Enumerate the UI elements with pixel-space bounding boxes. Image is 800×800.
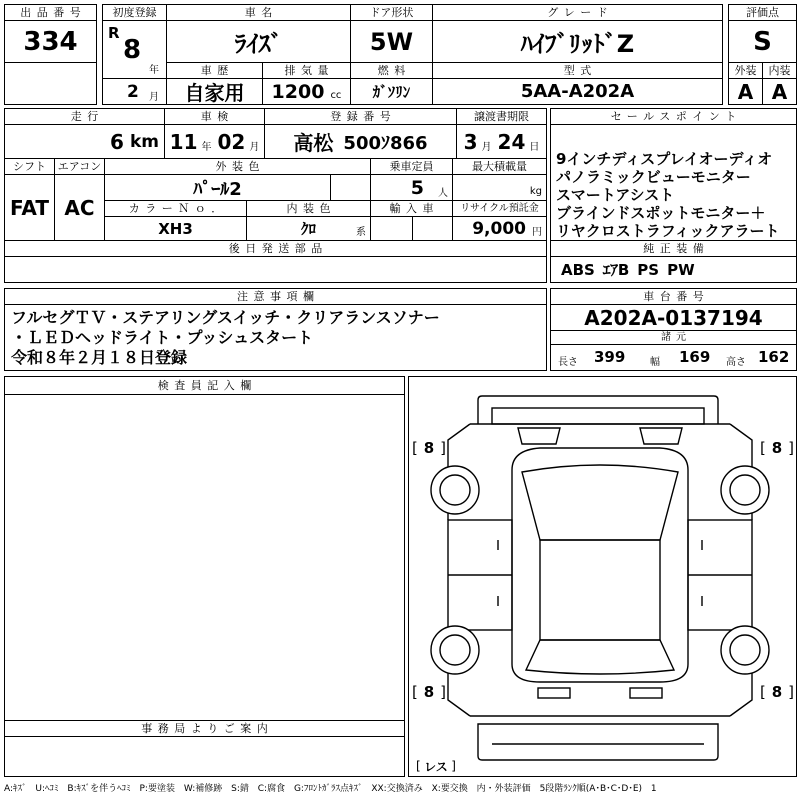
- spec-height-value: 162: [758, 348, 790, 366]
- exterior-color-value: ﾊﾟｰﾙ2: [104, 174, 331, 201]
- first-registration-year-cell: [102, 20, 167, 79]
- car-diagram: [408, 376, 797, 777]
- imported-label: 輸入車: [370, 200, 453, 217]
- inspector-notes-label: 検査員記入欄: [4, 376, 405, 395]
- transfer-deadline-month-unit: 月: [481, 142, 492, 153]
- rear-window: [526, 640, 674, 674]
- legend-item: 5段階ﾗﾝｸ順(A･B･C･D･E): [539, 784, 643, 794]
- list-item: リヤクロストラフィックアラート: [556, 222, 780, 240]
- capacity-unit: 人: [438, 188, 448, 199]
- standard-equipment-list: [550, 256, 797, 283]
- sales-points-list: [550, 124, 797, 241]
- imported-blank-cell: [412, 216, 453, 241]
- roof: [540, 540, 660, 640]
- registration-region: 高松: [293, 131, 334, 155]
- grade-value: ﾊｲﾌﾞﾘｯﾄﾞZ: [432, 20, 723, 63]
- legend-item: A:ｷｽﾞ: [4, 784, 27, 794]
- registration-number: 500ｿ866: [343, 132, 428, 154]
- inspection-month: 02: [217, 129, 246, 154]
- spare-tire-status: [ レス ]: [416, 757, 456, 775]
- lot-number-label: 出品番号: [4, 4, 97, 21]
- transfer-deadline-day: 24: [497, 129, 526, 154]
- max-load-cell: [452, 174, 547, 201]
- right-headlight: [640, 428, 682, 444]
- tire-front-left-tread: [ 8 ]: [412, 439, 446, 457]
- interior-color-label: 内装色: [246, 200, 371, 217]
- exterior-grade-label: 外装: [728, 62, 763, 79]
- notes-label: 注意事項欄: [4, 288, 547, 305]
- max-load-label: 最大積載量: [452, 158, 547, 175]
- legend-item: S:錆: [231, 784, 249, 794]
- equipment-item: ｴｱB: [602, 261, 630, 279]
- exterior-color-label: 外装色: [104, 158, 371, 175]
- recycle-fee-cell: [452, 216, 547, 241]
- recycle-fee-label: リサイクル預託金: [452, 200, 547, 217]
- car-name-value: ﾗｲｽﾞ: [166, 20, 351, 63]
- recycle-fee-unit: 円: [532, 227, 542, 238]
- color-no-label: カラーＮｏ．: [104, 200, 247, 217]
- aircon-label: エアコン: [54, 158, 105, 175]
- list-item: 9インチディスプレイオーディオ: [556, 150, 773, 168]
- inspection-cell: [164, 124, 265, 159]
- mileage-unit: km: [129, 131, 159, 152]
- transfer-deadline-month: 3: [463, 129, 478, 154]
- displacement-label: 排気量: [262, 62, 351, 79]
- recycle-fee-value: 9,000: [472, 218, 526, 239]
- grade-label: グレード: [432, 4, 723, 21]
- transfer-deadline-label: 譲渡書期限: [456, 108, 547, 125]
- windshield: [522, 465, 678, 540]
- score-label: 評価点: [728, 4, 797, 21]
- model-code-value: 5AA-A202A: [432, 78, 723, 105]
- imported-blank-cell: [370, 216, 413, 241]
- legend-item: C:腐食: [257, 784, 286, 794]
- interior-grade-value: A: [762, 78, 797, 105]
- parts-shipped-later-body: [4, 256, 547, 283]
- equipment-item: ABS: [561, 260, 595, 279]
- mileage-label: 走行: [4, 108, 165, 125]
- displacement-cell: [262, 78, 351, 105]
- equipment-item: PS: [637, 260, 660, 279]
- legend-item: P:要塗装: [139, 784, 175, 794]
- aircon-value: AC: [54, 174, 105, 241]
- inspection-month-unit: 月: [249, 142, 260, 153]
- inspection-year: 11: [169, 129, 198, 154]
- note-line: ・ＬＥＤヘッドライト・プッシュスタート: [11, 328, 314, 347]
- list-item: パノラミックビューモニター: [556, 168, 751, 186]
- legend-item: W:補修跡: [183, 784, 223, 794]
- damage-code-legend: [4, 781, 796, 794]
- tire-front-right-tread: [ 8 ]: [760, 439, 794, 457]
- inspection-label: 車検: [164, 108, 265, 125]
- list-item: ブラインドスポットモニター＋: [556, 204, 766, 222]
- shift-label: シフト: [4, 158, 55, 175]
- lot-number-blank-cell: [4, 62, 97, 105]
- legend-item: B:ｷｽﾞを伴うﾍｺﾐ: [67, 784, 131, 794]
- fuel-label: 燃料: [350, 62, 433, 79]
- parts-shipped-later-label: 後日発送部品: [4, 240, 547, 257]
- notes-body: [4, 304, 547, 371]
- interior-color-value: ｸﾛ: [300, 220, 316, 238]
- cabin-outline: [512, 448, 688, 682]
- spec-length-label: 長さ: [558, 357, 578, 368]
- note-line: 令和８年２月１８日登録: [11, 348, 188, 367]
- registration-number-cell: [264, 124, 457, 159]
- door-type-value: 5W: [350, 20, 433, 63]
- rear-left-wheel: [431, 626, 479, 674]
- front-grille: [492, 408, 704, 424]
- standard-equipment-label: 純正装備: [550, 240, 797, 257]
- office-info-label: 事務局よりご案内: [4, 720, 405, 737]
- specs-values: [550, 344, 797, 371]
- transfer-deadline-day-unit: 日: [529, 142, 540, 153]
- mileage-value: 6: [110, 129, 124, 154]
- displacement-unit: cc: [330, 90, 342, 101]
- interior-grade-label: 内装: [762, 62, 797, 79]
- tire-rear-right-tread: [ 8 ]: [760, 683, 794, 701]
- capacity-label: 乗車定員: [370, 158, 453, 175]
- max-load-unit: kg: [529, 186, 542, 197]
- equipment-item: PW: [667, 260, 695, 279]
- score-value: S: [728, 20, 797, 63]
- spec-breadth-label: 幅: [650, 357, 660, 368]
- rear-right-wheel: [721, 626, 769, 674]
- office-info-body: [4, 736, 405, 777]
- legend-item: XX:交換済み: [371, 784, 423, 794]
- inspector-notes-body: [4, 394, 405, 721]
- exterior-color-blank-cell: [330, 174, 371, 201]
- legend-item: G:ﾌﾛﾝﾄｶﾞﾗｽ点ｷｽﾞ: [293, 784, 363, 794]
- left-taillight: [538, 688, 570, 698]
- chassis-number-label: 車台番号: [550, 288, 797, 305]
- note-line: フルセグＴＶ・ステアリングスイッチ・クリアランスソナー: [11, 308, 440, 327]
- history-label: 車歴: [166, 62, 263, 79]
- model-code-label: 型式: [432, 62, 723, 79]
- chassis-number-value: A202A-0137194: [550, 304, 797, 331]
- front-bumper: [478, 396, 718, 424]
- spec-breadth-value: 169: [679, 348, 711, 366]
- fuel-value: ｶﾞｿﾘﾝ: [350, 78, 433, 105]
- specs-label: 諸元: [550, 330, 797, 345]
- registration-number-label: 登録番号: [264, 108, 457, 125]
- left-headlight: [518, 428, 560, 444]
- shift-value: FAT: [4, 174, 55, 241]
- first-registration-month: 2: [127, 82, 139, 102]
- first-registration-era: R: [108, 24, 120, 42]
- first-registration-year-unit: 年: [149, 65, 159, 76]
- first-registration-year: 8: [123, 35, 142, 65]
- legend-item: X:要交換: [431, 784, 468, 794]
- first-registration-month-cell: [102, 78, 167, 105]
- capacity-value: 5: [410, 176, 424, 199]
- first-registration-month-unit: 月: [149, 92, 159, 103]
- sales-points-label: セールスポイント: [550, 108, 797, 125]
- list-item: スマートアシスト: [556, 186, 675, 204]
- front-left-wheel: [431, 466, 479, 514]
- color-no-value: XH3: [104, 216, 247, 241]
- lot-number-value: 334: [4, 20, 97, 63]
- spec-height-label: 高さ: [726, 357, 746, 368]
- capacity-cell: [370, 174, 453, 201]
- mileage-cell: [4, 124, 165, 159]
- spec-length-value: 399: [594, 348, 626, 366]
- first-registration-label: 初度登録: [102, 4, 167, 21]
- right-taillight: [630, 688, 662, 698]
- exterior-grade-value: A: [728, 78, 763, 105]
- page-number: 1: [650, 784, 657, 794]
- interior-color-cell: [246, 216, 371, 241]
- transfer-deadline-cell: [456, 124, 547, 159]
- legend-item: 内・外装評価: [476, 784, 531, 794]
- rear-bumper: [478, 724, 718, 760]
- history-value: 自家用: [166, 78, 263, 105]
- inspection-year-unit: 年: [201, 142, 212, 153]
- interior-color-suffix: 系: [356, 227, 366, 238]
- door-type-label: ドア形状: [350, 4, 433, 21]
- front-right-wheel: [721, 466, 769, 514]
- displacement-value: 1200: [271, 80, 325, 103]
- tire-rear-left-tread: [ 8 ]: [412, 683, 446, 701]
- car-name-label: 車名: [166, 4, 351, 21]
- legend-item: U:ﾍｺﾐ: [35, 784, 59, 794]
